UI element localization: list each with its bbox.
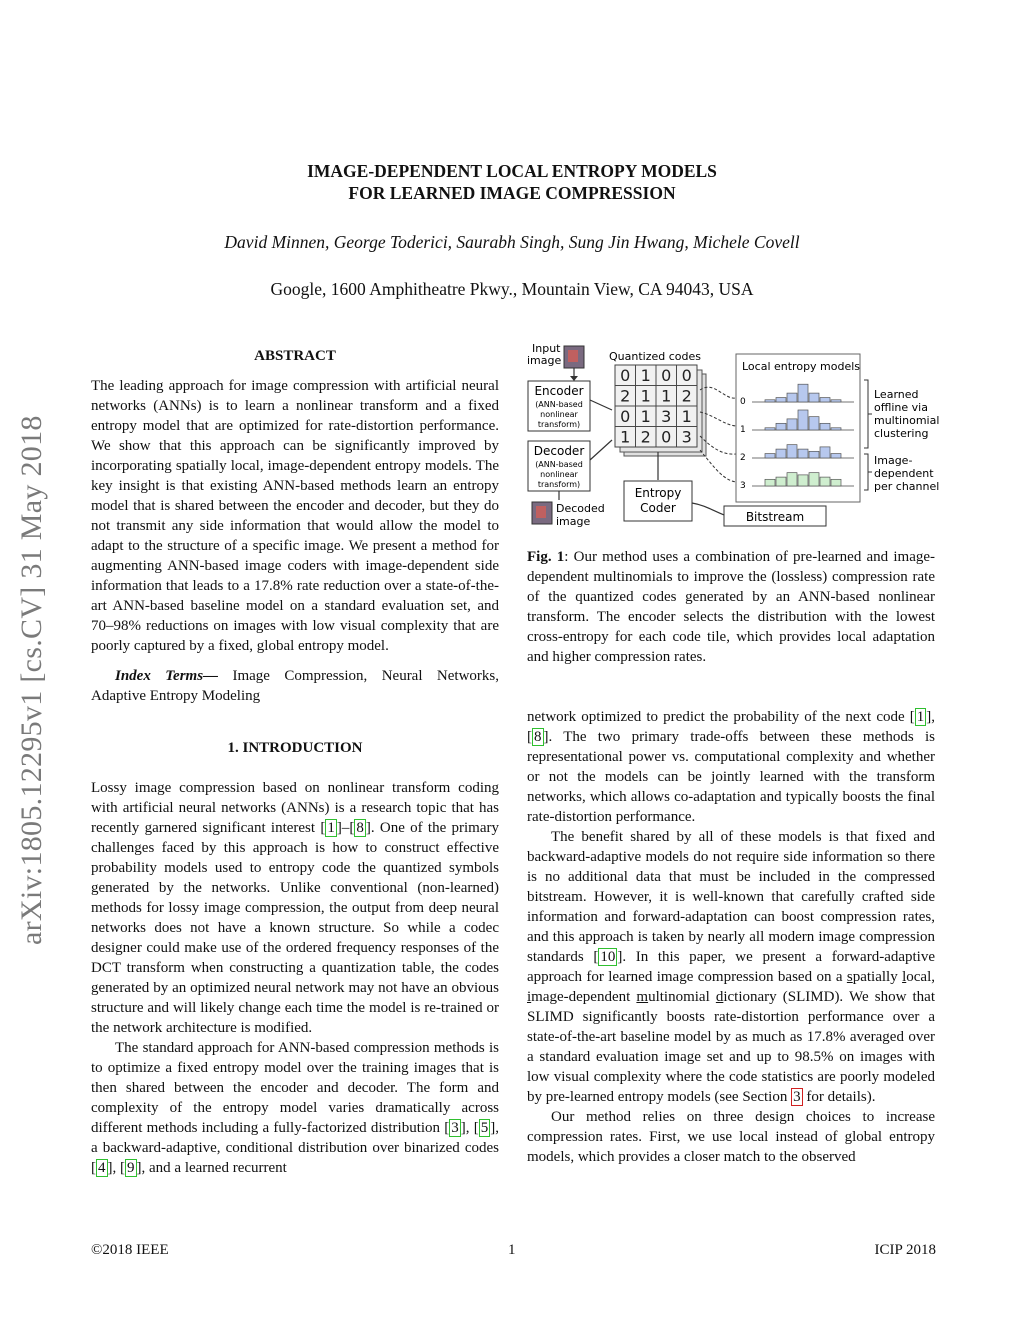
authors: David Minnen, George Toderici, Saurabh Singh, Sung Jin Hwang, Michele Covell xyxy=(224,232,800,252)
intro-paragraph-1: Lossy image compression based on nonlinear transform coding with artificial neural networks (ANNs) is a research topic that has recently garnered significant interest [ 1 ]–[ 8 ]. One of the primary challenges faced by this approach is how to construct effective probability models used to entropy code the quantized symbols generated by the networks. Unlike conventional (non-learned) methods for lossy image compression, the output from deep neural networks does not have a known structure. So while a codec designer could make use of the ordered frequency responses of the DCT transform when constructing a quantization table, the codes generated by an optimized neural network may not have an obvious structure and will likely change each time the model is re-trained or the network architecture is modified. xyxy=(91,780,499,1036)
histogram-bar xyxy=(798,410,808,430)
code-value: 3 xyxy=(661,407,672,426)
histogram-bar xyxy=(809,473,819,486)
citation-link[interactable]: 5 xyxy=(480,1120,489,1136)
histogram-bar xyxy=(787,473,797,486)
code-value: 1 xyxy=(661,386,672,406)
section-link[interactable]: 3 xyxy=(793,1089,801,1105)
code-value: 0 xyxy=(661,366,672,385)
histogram-bar xyxy=(820,398,830,402)
code-value: 0 xyxy=(661,427,672,447)
histogram-bar xyxy=(765,428,775,430)
learned-brace xyxy=(864,380,872,448)
model-index: 1 xyxy=(740,425,746,435)
histogram-bar xyxy=(765,479,775,486)
histogram-bar xyxy=(798,384,808,402)
decoder-label: Decoder xyxy=(533,444,585,458)
paper-title xyxy=(0,160,1024,204)
code-value: 0 xyxy=(620,366,631,385)
image-dependent-label-text: Image-dependent per channel xyxy=(874,454,940,493)
decoded-image-label: Decoded xyxy=(556,502,605,515)
image-dependent-label xyxy=(874,454,939,493)
encoder-sub: (ANN-based nonlinear transform) xyxy=(535,400,583,429)
decoder-sub: (ANN-based nonlinear transform) xyxy=(535,460,583,489)
code-value: 2 xyxy=(620,386,631,406)
histogram-bar xyxy=(820,477,830,486)
histogram-bar xyxy=(820,447,830,458)
histogram-bar xyxy=(809,451,819,458)
local-models-label: Local entropy models xyxy=(742,360,861,373)
model-index: 2 xyxy=(740,453,746,463)
footer-page-number: 1 xyxy=(508,1242,516,1258)
bitstream-label: Bitstream xyxy=(745,510,805,524)
code-value: 1 xyxy=(640,366,651,385)
index-terms-label: Index Terms— xyxy=(115,668,219,684)
citation-link[interactable]: 1 xyxy=(916,709,925,725)
histogram-bar xyxy=(765,454,775,458)
right-column xyxy=(527,707,935,1167)
learned-offline-label xyxy=(874,388,939,440)
caption-text: : Our method uses a combination of pre-learned and image-dependent multinomials to improve the (lossless) compression rate of the quantized codes generated by an ANN-based nonlinear transform. The encoder selects the distribution with the lowest cross-entropy for each code tile, which provides local adaptation and higher compression rates. xyxy=(527,549,936,665)
figure-caption xyxy=(527,547,935,667)
entropy-coder-label: Entropy xyxy=(634,486,682,500)
citation-link[interactable]: 8 xyxy=(356,820,364,836)
histogram-bar xyxy=(831,428,841,430)
footer-copyright: ©2018 IEEE xyxy=(91,1242,169,1258)
right-paragraph-3: Our method relies on three design choices to increase compression rates. First, we use local instead of global entropy models, which provides a closer match to the observed xyxy=(527,1109,935,1165)
index-terms xyxy=(91,666,499,706)
code-value: 1 xyxy=(640,386,651,406)
caption-label: Fig. 1 xyxy=(527,549,565,565)
image-dependent-brace xyxy=(864,454,872,490)
histogram-bar xyxy=(787,445,797,458)
histogram-bar xyxy=(776,449,786,458)
quantized-codes-label: Quantized codes xyxy=(609,350,701,363)
model-index: 0 xyxy=(740,397,746,407)
right-paragraph-1: network optimized to predict the probability of the next code [ 1 ], [ 8 ]. The two primary trade-offs between these methods is representational power vs. computational complexity and whether or not the models can be jointly learned with the transform networks, which allows co-adaptation and typically boosts the final rate-distortion performance. xyxy=(527,709,935,825)
histogram-bar xyxy=(787,393,797,402)
code-value: 0 xyxy=(681,366,692,385)
citation-link[interactable]: 4 xyxy=(98,1160,106,1176)
histogram-bar xyxy=(765,400,775,402)
histogram-bar xyxy=(798,449,808,458)
citation-link[interactable]: 1 xyxy=(327,820,335,836)
decoded-image-face xyxy=(536,506,546,518)
histogram-bar xyxy=(831,454,841,458)
title-line-1: IMAGE-DEPENDENT LOCAL ENTROPY MODELS xyxy=(307,161,717,181)
footer-venue: ICIP 2018 xyxy=(874,1242,936,1258)
arrow-encoder-to-codes xyxy=(590,400,612,410)
arxiv-stamp: arXiv:1805.12295v1 [cs.CV] 31 May 2018 xyxy=(15,415,48,945)
citation-link[interactable]: 8 xyxy=(534,729,542,745)
right-paragraph-2: The benefit shared by all of these models is that fixed and backward-adaptive models do not require side information so there is no additional data that must be included in the compressed bitstream. However, it is well-known that carefully crafted side information and forward-adaptation can boost compression rates, and this approach is taken by nearly all modern image compression standards [ 10 ]. In this paper, we present a forward-adaptive approach for learned image compression based on a spatially local, image-dependent multinomial dictionary (SLIMD). We show that SLIMD significantly boosts rate-distortion performance over a state-of-the-art baseline model by as much as 17.8% averaged over a standard evaluation image set and up to 98.5% on images with low visual complexity where the code statistics are poorly modeled by pre-learned entropy models (see Section 3 for details). xyxy=(527,829,936,1105)
code-value: 1 xyxy=(640,407,651,426)
decoded-image-label-2: image xyxy=(556,515,591,528)
arrow-codes-to-decoder xyxy=(590,440,612,460)
citation-link[interactable]: 10 xyxy=(600,949,616,965)
citation-link[interactable]: 9 xyxy=(127,1160,135,1176)
citation-link[interactable]: 3 xyxy=(451,1120,459,1136)
histogram-bar xyxy=(798,475,808,486)
code-value: 2 xyxy=(681,386,692,406)
input-image-face xyxy=(568,350,578,362)
arrow-coder-to-bitstream xyxy=(692,503,724,515)
code-value: 1 xyxy=(620,427,631,447)
code-value: 1 xyxy=(681,407,692,426)
histogram-bar xyxy=(776,423,786,430)
abstract-heading: ABSTRACT xyxy=(254,348,336,364)
learned-label-text: Learned offline via multinomial clustering xyxy=(874,388,940,440)
input-image-label-2: image xyxy=(527,354,562,367)
input-image-label: Input xyxy=(532,342,561,355)
histogram-bar xyxy=(776,477,786,486)
code-value: 0 xyxy=(620,407,631,426)
left-column xyxy=(91,346,499,1178)
intro-heading: 1. INTRODUCTION xyxy=(227,740,363,756)
title-line-2: FOR LEARNED IMAGE COMPRESSION xyxy=(348,183,676,203)
arrow-head xyxy=(570,376,578,381)
encoder-label: Encoder xyxy=(534,384,584,398)
code-grid-cells xyxy=(615,365,697,447)
code-value: 3 xyxy=(681,427,692,447)
histogram-bar xyxy=(831,479,841,486)
abstract-text: The leading approach for image compression with artificial neural networks (ANNs) is to learn a nonlinear transform and a fixed entropy model that are optimized for rate-distortion performance. We show that this approach can be significantly improved by incorporating spatially local, image-dependent entropy models. The key insight is that existing ANN-based methods learn an entropy model that is shared between the encoder and decoder, but they do not transmit any side information that would allow the model to adapt to the structure of a specific image. We present a method for augmenting ANN-based image coders with image-dependent side information that leads to a 17.8% rate reduction over a state-of-the-art ANN-based baseline model on a standard evaluation set, and 70–98% reductions on images with low visual complexity that are poorly captured by a fixed, global entropy model. xyxy=(91,378,499,654)
intro-paragraph-2: The standard approach for ANN-based compression methods is to optimize a fixed entropy model over the training images that is then shared between the encoder and decoder. The form and complexity of the entropy model varies dramatically across different methods including a fully-factorized distribution [ 3 ], [ 5 ], a backward-adaptive, conditional distribution over binarized codes [ 4 ], [ 9 ], and a learned recurrent xyxy=(91,1040,499,1176)
entropy-coder-label-2: Coder xyxy=(640,501,676,515)
model-index: 3 xyxy=(740,481,746,491)
code-value: 2 xyxy=(640,427,651,447)
index-terms-text: Image Compression, Neural Networks, Adaptive Entropy Modeling xyxy=(91,668,500,704)
histogram-bar xyxy=(809,393,819,402)
histogram-bar xyxy=(776,398,786,402)
affiliation: Google, 1600 Amphitheatre Pkwy., Mountain View, CA 94043, USA xyxy=(270,279,754,299)
histogram-bar xyxy=(831,400,841,402)
histogram-bar xyxy=(787,419,797,430)
histogram-bar xyxy=(809,417,819,430)
histogram-bar xyxy=(820,423,830,430)
figure-1-diagram xyxy=(524,340,940,532)
